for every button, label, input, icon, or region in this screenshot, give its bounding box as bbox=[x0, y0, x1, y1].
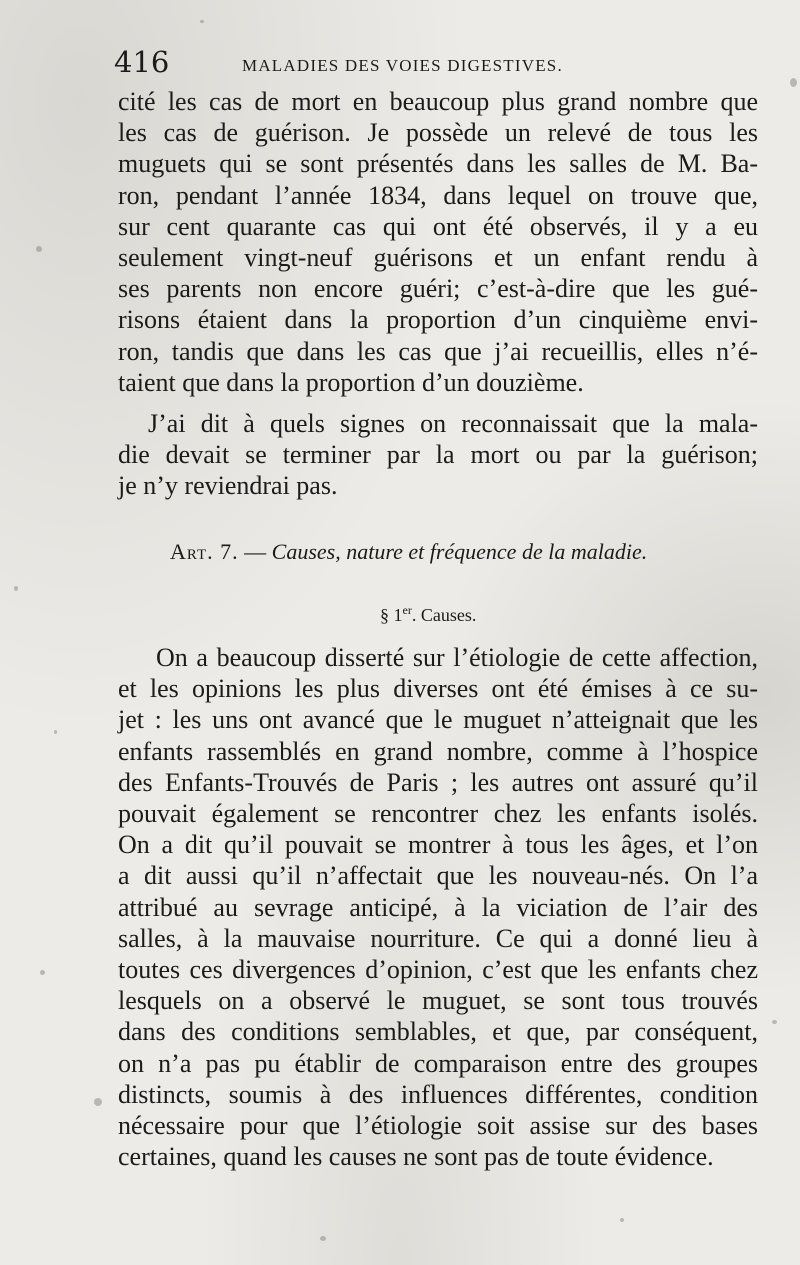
running-title: MALADIES DES VOIES DIGESTIVES. bbox=[242, 56, 563, 75]
ink-speck bbox=[40, 970, 45, 975]
text-line: cité les cas de mort en beaucoup plus grand nombre que bbox=[118, 87, 758, 116]
text-line: enfants rassemblés en grand nombre, comme à l’hospice bbox=[118, 736, 758, 766]
text-line: on n’a pas pu établir de comparaison entre des groupes bbox=[118, 1048, 758, 1078]
text-line: a dit aussi qu’il n’affectait que les nouveau-nés. On l’a bbox=[118, 861, 758, 891]
text-line: ses parents non encore guéri; c’est-à-dire que les gué- bbox=[118, 274, 758, 304]
section-symbol: § bbox=[380, 605, 389, 625]
text-line: lesquels on a observé le muguet, se sont tous trouvés bbox=[118, 986, 758, 1016]
section-ordinal: er bbox=[402, 603, 412, 617]
text-line: toutes ces divergences d’opinion, c’est que les enfants chez bbox=[118, 955, 758, 985]
text-line: des Enfants-Trouvés de Paris ; les autres ont assuré qu’il bbox=[118, 767, 758, 797]
text-line: et les opinions les plus diverses ont été émises à ce su- bbox=[118, 674, 758, 704]
page-number: 416 bbox=[114, 45, 170, 79]
ink-speck bbox=[54, 730, 57, 734]
text-line: taient que dans la proportion d’un douzième. bbox=[118, 367, 584, 397]
text-line: sur cent quarante cas qui ont été observés, il y a eu bbox=[118, 211, 758, 241]
text-line: On a dit qu’il pouvait se montrer à tous les âges, et l’on bbox=[118, 830, 758, 860]
article-title: Causes, nature et fréquence de la maladie. bbox=[271, 539, 648, 564]
article-label: Art. 7. bbox=[170, 539, 239, 564]
article-dash: — bbox=[244, 539, 267, 564]
text-line: les cas de guérison. Je possède un relevé de tous les bbox=[118, 118, 758, 148]
ink-speck bbox=[620, 1218, 624, 1222]
article-heading bbox=[170, 538, 647, 566]
ink-speck bbox=[772, 1020, 777, 1024]
ink-speck bbox=[14, 586, 18, 591]
paragraph-causes bbox=[118, 642, 758, 1172]
subsection-heading bbox=[380, 598, 476, 627]
page-header bbox=[114, 46, 674, 86]
text-line: die devait se terminer par la mort ou par la guérison; bbox=[118, 440, 758, 470]
text-line: je n’y reviendrai pas. bbox=[118, 471, 338, 501]
text-line: jet : les uns ont avancé que le muguet n’atteignait que les bbox=[118, 705, 758, 735]
paragraph-signes bbox=[118, 408, 758, 502]
text-line: salles, à la mauvaise nourriture. Ce qui a donné lieu à bbox=[118, 923, 758, 953]
text-line: certaines, quand les causes ne sont pas de toute évidence. bbox=[118, 1142, 714, 1172]
ink-speck bbox=[790, 78, 797, 87]
text-line: pouvait également se rencontrer chez les enfants isolés. bbox=[118, 799, 758, 829]
text-line: On a beaucoup disserté sur l’étiologie de cette affection, bbox=[156, 643, 758, 672]
ink-speck bbox=[200, 20, 204, 23]
text-line: seulement vingt-neuf guérisons et un enfant rendu à bbox=[118, 243, 758, 273]
ink-speck bbox=[36, 246, 42, 252]
text-line: attribué au sevrage anticipé, à la viciation de l’air des bbox=[118, 892, 758, 922]
text-line: J’ai dit à quels signes on reconnaissait que la mala- bbox=[148, 409, 758, 438]
ink-speck bbox=[94, 1098, 102, 1106]
ink-speck bbox=[320, 1236, 326, 1241]
text-line: ron, pendant l’année 1834, dans lequel on trouve que, bbox=[118, 180, 758, 210]
text-line: dans des conditions semblables, et que, par conséquent, bbox=[118, 1017, 758, 1047]
section-title: . Causes. bbox=[411, 605, 477, 625]
text-line: ron, tandis que dans les cas que j’ai recueillis, elles n’é- bbox=[118, 336, 758, 366]
text-line: nécessaire pour que l’étiologie soit assise sur des bases bbox=[118, 1111, 758, 1141]
text-line: muguets qui se sont présentés dans les salles de M. Ba- bbox=[118, 149, 758, 179]
paragraph-continued bbox=[118, 86, 758, 398]
section-number: 1 bbox=[393, 605, 403, 625]
text-line: risons étaient dans la proportion d’un cinquième envi- bbox=[118, 305, 758, 335]
text-line: distincts, soumis à des influences différentes, condition bbox=[118, 1079, 758, 1109]
